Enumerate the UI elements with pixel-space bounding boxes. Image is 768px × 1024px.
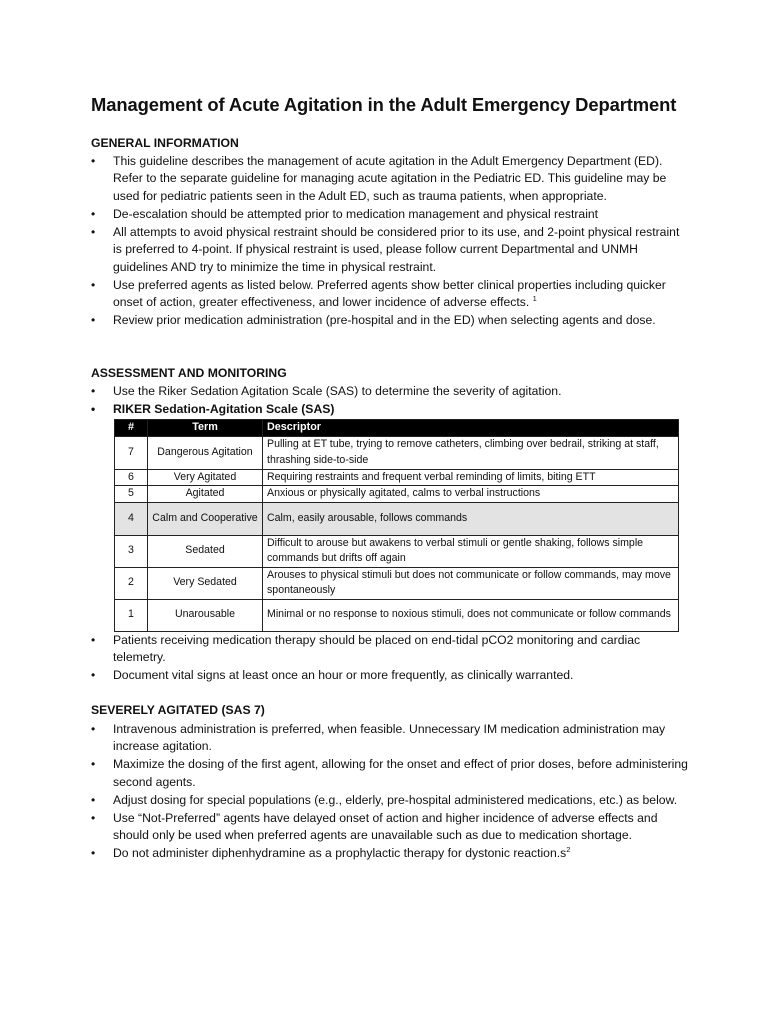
general-information-heading: GENERAL INFORMATION — [91, 136, 239, 150]
table-row — [115, 486, 679, 503]
list-item-text: All attempts to avoid physical restraint should be considered prior to its use, and 2-point physical restraint is preferred to 4-point. If physical restraint is used, please follow current Departmental and UNMH guidelines AND try to minimize the time in physical restraint. — [113, 224, 680, 274]
list-item — [91, 845, 691, 862]
table-row — [115, 599, 679, 631]
severely-agitated-heading: SEVERELY AGITATED (SAS 7) — [91, 703, 265, 717]
score-cell: 1 — [115, 599, 148, 631]
monitoring-list — [91, 632, 691, 685]
list-item — [91, 756, 691, 791]
score-cell: 6 — [115, 469, 148, 486]
table-row — [115, 436, 679, 469]
descriptor-cell: Calm, easily arousable, follows commands — [263, 502, 679, 535]
list-item — [91, 667, 691, 684]
list-item — [91, 721, 691, 756]
list-item-text: De-escalation should be attempted prior to medication management and physical restraint — [113, 206, 599, 221]
list-item — [91, 224, 691, 276]
list-item-text: Patients receiving medication therapy should be placed on end-tidal pCO2 monitoring and cardiac telemetry. — [113, 633, 641, 665]
column-header-term: Term — [148, 420, 263, 437]
list-item — [91, 810, 691, 845]
score-cell: 7 — [115, 436, 148, 469]
descriptor-cell: Requiring restraints and frequent verbal reminding of limits, biting ETT — [263, 469, 679, 486]
list-item-text: Use “Not-Preferred” agents have delayed onset of action and higher incidence of adverse effects and should only be used when preferred agents are unavailable such as due to medication shortage. — [113, 810, 658, 843]
table-row — [115, 535, 679, 567]
assessment-list — [91, 383, 691, 419]
score-cell: 4 — [115, 502, 148, 535]
table-row — [115, 502, 679, 535]
list-item — [91, 277, 691, 312]
list-item-text: Do not administer diphenhydramine as a prophylactic therapy for dystonic reaction.s — [113, 846, 567, 861]
list-item — [91, 206, 691, 223]
list-item — [91, 312, 691, 329]
term-cell: Very Sedated — [148, 567, 263, 599]
term-cell: Dangerous Agitation — [148, 436, 263, 469]
descriptor-cell: Pulling at ET tube, trying to remove catheters, climbing over bedrail, striking at staff, thrashing side-to-side — [263, 436, 679, 469]
column-header-number: # — [115, 420, 148, 437]
document-title: Management of Acute Agitation in the Adult Emergency Department — [91, 94, 677, 115]
list-item-text: Maximize the dosing of the first agent, allowing for the onset and effect of prior doses, before administering second agents. — [113, 757, 688, 789]
descriptor-cell: Arouses to physical stimuli but does not communicate or follow commands, may move spontaneously — [263, 567, 679, 599]
score-cell: 3 — [115, 535, 148, 567]
table-row — [115, 567, 679, 599]
list-item-text: Intravenous administration is preferred, when feasible. Unnecessary IM medication administration may increase agitation. — [113, 722, 666, 754]
list-item — [91, 792, 691, 809]
table-header-row — [115, 420, 679, 437]
list-item-text: This guideline describes the management of acute agitation in the Adult Emergency Department (ED). Refer to the separate guideline for managing acute agitation in the Pediatric ED. This guideline may be used for pediatric patients seen in the Adult ED, such as trauma patients, when appropriate. — [113, 154, 667, 203]
severely-agitated-list — [91, 721, 691, 863]
assessment-monitoring-heading: ASSESSMENT AND MONITORING — [91, 366, 287, 380]
list-item — [91, 153, 691, 205]
term-cell: Very Agitated — [148, 469, 263, 486]
list-item — [91, 383, 691, 400]
list-item-text: Document vital signs at least once an hour or more frequently, as clinically warranted. — [113, 668, 574, 683]
term-cell: Agitated — [148, 486, 263, 503]
descriptor-cell: Anxious or physically agitated, calms to verbal instructions — [263, 486, 679, 503]
list-item-text: Adjust dosing for special populations (e.g., elderly, pre-hospital administered medications, etc.) as below. — [113, 792, 678, 807]
list-item-text: Use the Riker Sedation Agitation Scale (SAS) to determine the severity of agitation. — [113, 384, 562, 398]
term-cell: Calm and Cooperative — [148, 502, 263, 535]
table-row — [115, 469, 679, 486]
term-cell: Unarousable — [148, 599, 263, 631]
term-cell: Sedated — [148, 535, 263, 567]
list-item-text: Review prior medication administration (pre-hospital and in the ED) when selecting agents and dose. — [113, 313, 656, 328]
reference-superscript: 2 — [566, 845, 571, 855]
table-caption: RIKER Sedation-Agitation Scale (SAS) — [113, 402, 335, 416]
descriptor-cell: Minimal or no response to noxious stimuli, does not communicate or follow commands — [263, 599, 679, 631]
list-item — [91, 632, 691, 667]
list-item — [91, 401, 691, 418]
score-cell: 5 — [115, 486, 148, 503]
column-header-descriptor: Descriptor — [263, 420, 679, 437]
reference-superscript: 1 — [532, 294, 537, 304]
score-cell: 2 — [115, 567, 148, 599]
list-item-text: Use preferred agents as listed below. Preferred agents show better clinical properties including quicker onset of action, greater effectiveness, and lower incidence of adverse effects. — [113, 277, 666, 310]
descriptor-cell: Difficult to arouse but awakens to verbal stimuli or gentle shaking, follows simple commands but drifts off again — [263, 535, 679, 567]
general-information-list — [91, 153, 691, 330]
riker-sas-table — [114, 419, 679, 632]
